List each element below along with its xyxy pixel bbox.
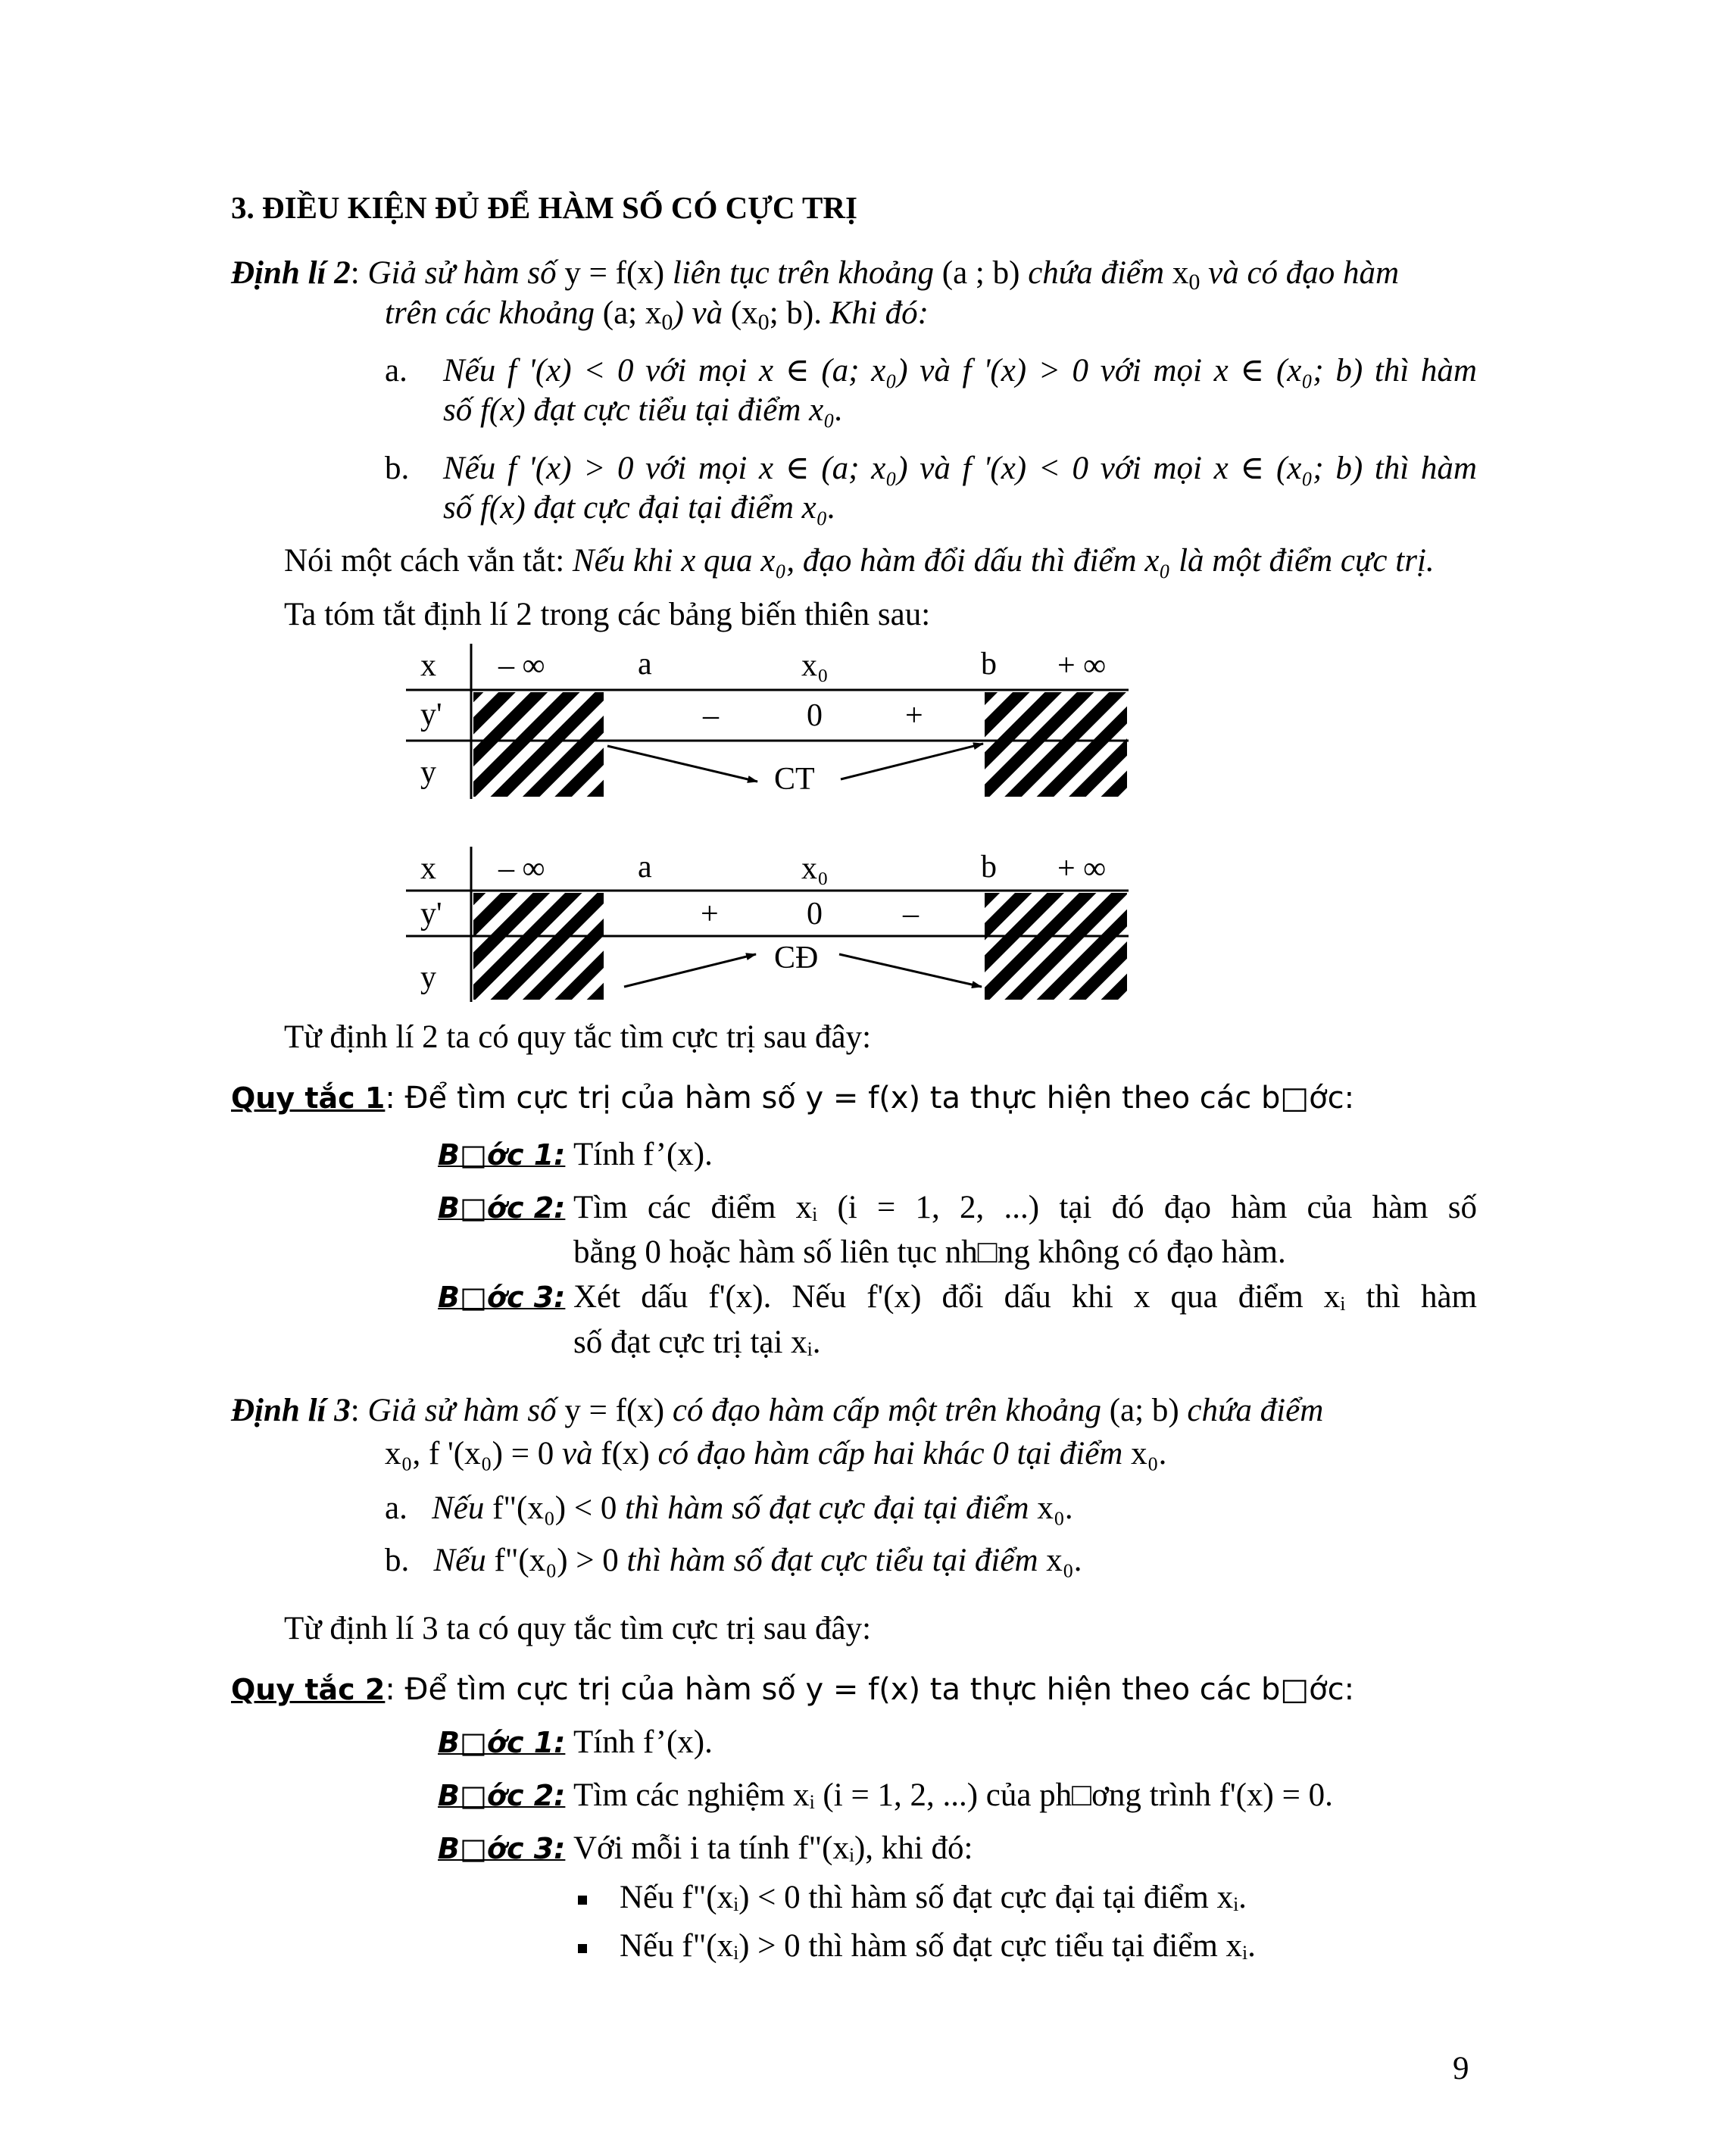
theorem2-text: ) và — [673, 295, 731, 331]
rule2-step2: Tìm các nghiệm xᵢ (i = 1, 2, ...) của ph□ơng trình f'(x) = 0. — [573, 1777, 1333, 1813]
rule2-bullet1-text: Nếu f"(xᵢ) < 0 thì hàm số đạt cực đại tại điểm xᵢ. — [620, 1880, 1247, 1915]
row-label-x: x — [420, 648, 436, 683]
row-label-x: x — [420, 851, 436, 886]
rule2-step3: Với mỗi i ta tính f"(xᵢ), khi đó: — [573, 1830, 973, 1866]
x-value-a: a — [638, 850, 652, 885]
rule2-label: Quy tắc 2 — [231, 1673, 386, 1706]
sign-right: + — [905, 698, 923, 733]
theorem3-line1: Định lí 3: Giả sử hàm số y = f(x) có đạo hàm cấp một trên khoảng (a; b) chứa điểm — [231, 1393, 1324, 1428]
theorem2-line1: Định lí 2: Giả sử hàm số y = f(x) liên tục trên khoảng (a ; b) chứa điểm $x_0$ và có đạo hàm — [231, 255, 1400, 295]
theorem2-text: (a ; b) — [941, 255, 1020, 291]
x-value-plus-infinity: + ∞ — [1057, 851, 1107, 886]
theorem2-b-line1: Nếu f '(x) > 0 với mọi x ∈ (a; x₀) và f '(x) < 0 với mọi x ∈ (x₀; b) thì hàm — [443, 451, 1477, 486]
rule2-step2-label: B□ớc 2: — [438, 1779, 566, 1812]
theorem2-line2: trên các khoảng (a; $x_0$) và ($x_0$; b). Khi đó: — [385, 295, 929, 335]
rule2-line — [231, 1668, 1354, 1711]
theorem3-text: (a; b) — [1109, 1393, 1179, 1428]
page-number: 9 — [1453, 2051, 1469, 2086]
rule2-step1: Tính f’(x). — [573, 1724, 713, 1760]
theorem3-text: y = f(x) — [564, 1393, 665, 1428]
theorem3-text: thì hàm số đạt cực tiểu tại điểm — [618, 1543, 1047, 1578]
rule2-bullet1 — [578, 1877, 1247, 1919]
section-heading: 3. ĐIỀU KIỆN ĐỦ ĐỂ HÀM SỐ CÓ CỰC TRỊ — [231, 190, 857, 225]
extremum-label: CĐ — [774, 941, 819, 975]
x-value-x0: x₀ — [801, 851, 829, 886]
rule1-step3-label: B□ớc 3: — [438, 1281, 566, 1314]
theorem2-text: liên tục trên khoảng — [664, 255, 942, 291]
hatched-region-right — [985, 893, 1127, 1000]
bullet-icon — [578, 1896, 587, 1905]
summary-statement: Nếu khi x qua x₀, đạo hàm đổi dấu thì điểm x₀ là một điểm cực trị. — [572, 543, 1435, 579]
row-label-yprime: y' — [420, 897, 442, 932]
arrow-decreasing — [607, 746, 757, 782]
theorem3-text: thì hàm số đạt cực đại tại điểm — [617, 1490, 1038, 1526]
theorem2-text: Giả sử hàm số — [367, 255, 565, 291]
variation-table-1 — [394, 636, 1151, 803]
x-value-minus-infinity: – ∞ — [498, 851, 545, 886]
x-value-minus-infinity: – ∞ — [498, 648, 545, 683]
theorem3-text: Nếu — [432, 1490, 493, 1526]
theorem3-a — [385, 1487, 1073, 1530]
theorem2-text: (a; x — [602, 295, 662, 331]
theorem3-line2 — [385, 1433, 1166, 1475]
rule2-step1-label: B□ớc 1: — [438, 1726, 566, 1759]
hatched-region-left — [473, 692, 604, 797]
extremum-label: CT — [774, 762, 815, 797]
theorem3-text: f"(x₀) > 0 — [494, 1543, 619, 1578]
x-value-a: a — [638, 647, 652, 682]
rule1-step2-line1: Tìm các điểm xᵢ (i = 1, 2, ...) tại đó đạo hàm của hàm số — [573, 1190, 1477, 1225]
theorem3-text: Nếu — [433, 1543, 495, 1578]
theorem3-text: chứa điểm — [1179, 1393, 1324, 1428]
rule1-line — [231, 1077, 1354, 1119]
theorem2-a-line2: số f(x) đạt cực tiểu tại điểm x₀. — [443, 392, 843, 428]
row-label-y: y — [420, 755, 436, 790]
rule1-step1-label: B□ớc 1: — [438, 1138, 566, 1172]
theorem3-text: x₀. — [1131, 1436, 1167, 1471]
row-label-y: y — [420, 960, 436, 995]
hatched-region-right — [985, 692, 1127, 797]
theorem2-text: Khi đó: — [829, 295, 929, 331]
theorem3-b — [385, 1540, 1082, 1582]
rule2-step3-label: B□ớc 3: — [438, 1832, 566, 1865]
variation-table-2 — [394, 839, 1151, 1006]
theorem2-text: x — [1172, 255, 1189, 291]
sign-left: + — [701, 897, 719, 932]
theorem2-text: (x — [730, 295, 758, 331]
x-value-plus-infinity: + ∞ — [1057, 648, 1107, 683]
rule1-step3-line2: số đạt cực trị tại xᵢ. — [573, 1325, 821, 1360]
theorem2-text: và có đạo hàm — [1200, 255, 1400, 291]
theorem2-text: ; b). — [769, 295, 830, 331]
theorem3-text: f"(x₀) < 0 — [492, 1490, 617, 1526]
row-label-yprime: y' — [420, 697, 442, 732]
arrow-decreasing — [839, 954, 982, 987]
summary — [284, 540, 1435, 582]
sign-zero: 0 — [807, 897, 823, 932]
theorem2-a-marker: a. — [385, 353, 407, 389]
summary-lead: Nói một cách vắn tắt: — [284, 543, 573, 579]
theorem2-label: Định lí 2 — [231, 255, 351, 291]
sign-right: – — [903, 897, 919, 932]
rule1-intro: Từ định lí 2 ta có quy tắc tìm cực trị sau đây: — [284, 1019, 872, 1055]
table-intro: Ta tóm tắt định lí 2 trong các bảng biến thiên sau: — [284, 597, 931, 632]
arrow-increasing — [624, 954, 756, 987]
rule2-text: : Để tìm cực trị của hàm số y = f(x) ta thực hiện theo các b□ớc: — [385, 1672, 1355, 1707]
theorem2-text: y = f(x) — [564, 255, 665, 291]
sign-zero: 0 — [807, 698, 823, 733]
theorem3-text: x₀. — [1046, 1543, 1082, 1578]
theorem2-b-marker: b. — [385, 451, 410, 486]
theorem3-text: có đạo hàm cấp một trên khoảng — [664, 1393, 1110, 1428]
theorem3-text: Giả sử hàm số — [367, 1393, 565, 1428]
bullet-icon — [578, 1944, 587, 1953]
x-value-b: b — [981, 647, 997, 682]
theorem2-a-line1: Nếu f '(x) < 0 với mọi x ∈ (a; x₀) và f '(x) > 0 với mọi x ∈ (x₀; b) thì hàm — [443, 353, 1477, 389]
rule1-step3-line1: Xét dấu f'(x). Nếu f'(x) đổi dấu khi x qua điểm xᵢ thì hàm — [573, 1279, 1477, 1315]
rule2-bullet2 — [578, 1925, 1256, 1968]
theorem3-a-marker: a. — [385, 1490, 407, 1526]
rule1-text: : Để tìm cực trị của hàm số y = f(x) ta thực hiện theo các b□ớc: — [385, 1081, 1355, 1116]
hatched-region-left — [473, 893, 604, 1000]
x-value-b: b — [981, 850, 997, 885]
theorem2-b-line2: số f(x) đạt cực đại tại điểm x₀. — [443, 490, 836, 526]
theorem3-text: có đạo hàm cấp hai khác 0 tại điểm — [649, 1436, 1132, 1471]
rule1-step1: Tính f’(x). — [573, 1137, 713, 1172]
theorem3-text: x₀. — [1037, 1490, 1073, 1526]
rule2-bullet2-text: Nếu f"(xᵢ) > 0 thì hàm số đạt cực tiểu tại điểm xᵢ. — [620, 1928, 1256, 1964]
rule1-step2-line2: bằng 0 hoặc hàm số liên tục nh□ng không có đạo hàm. — [573, 1234, 1286, 1270]
theorem3-text: và — [554, 1436, 601, 1471]
arrow-increasing — [841, 744, 983, 779]
rule1-label: Quy tắc 1 — [231, 1081, 386, 1115]
theorem3-b-marker: b. — [385, 1543, 410, 1578]
theorem2-text: chứa điểm — [1019, 255, 1172, 291]
x-value-x0: x₀ — [801, 648, 829, 683]
theorem3-text: f(x) — [601, 1436, 650, 1471]
theorem3-label: Định lí 3 — [231, 1393, 351, 1428]
rule1-step2-label: B□ớc 2: — [438, 1191, 566, 1225]
theorem3-text: x₀, f '(x₀) = 0 — [385, 1436, 554, 1471]
rule2-intro: Từ định lí 3 ta có quy tắc tìm cực trị sau đây: — [284, 1611, 872, 1646]
theorem2-text: trên các khoảng — [385, 295, 603, 331]
sign-left: – — [703, 698, 719, 733]
